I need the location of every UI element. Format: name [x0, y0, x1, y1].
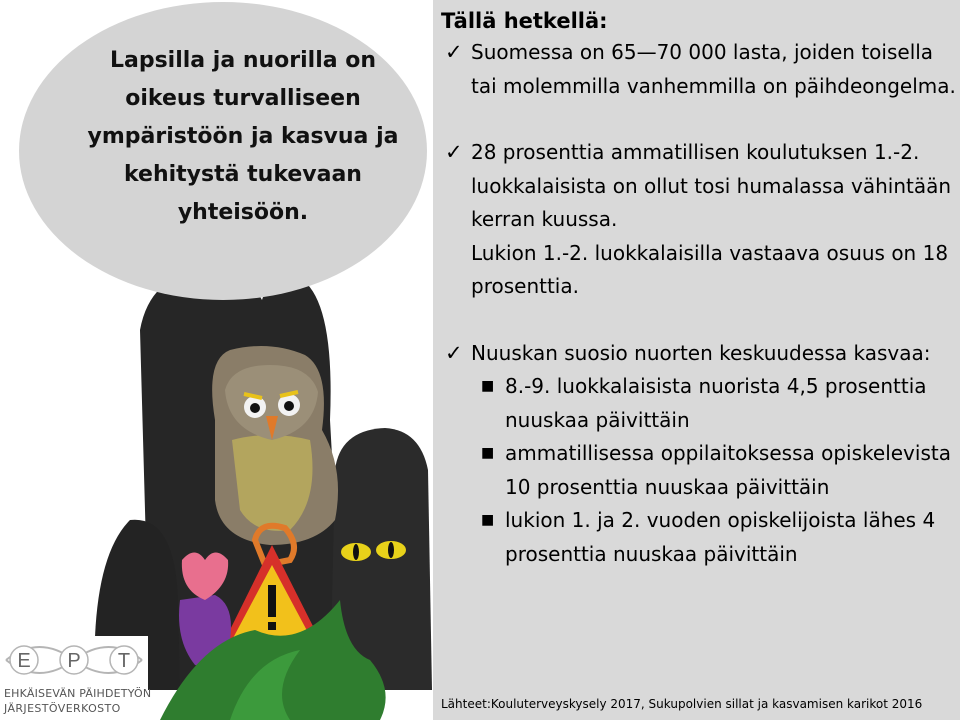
- list-item-text: 28 prosenttia ammatillisen koulutuksen 1.-2. luokkalaisista on ollut tosi humalassa vähintään kerran kuussa.: [471, 140, 952, 231]
- sub-list-item-text: 8.-9. luokkalaisista nuorista 4,5 prosenttia nuuskaa päivittäin: [505, 374, 927, 432]
- ept-logo: [0, 636, 152, 720]
- speech-bubble: [19, 2, 427, 300]
- logo-text-line1: EHKÄISEVÄN PÄIHDETYÖN: [4, 687, 152, 700]
- square-bullet-icon: ■: [481, 378, 495, 394]
- list-item: [441, 337, 956, 371]
- sub-list-item: [441, 370, 956, 437]
- checkmark-icon: ✓: [445, 40, 463, 64]
- panel-heading: Tällä hetkellä:: [441, 9, 608, 33]
- logo-letter-t: T: [117, 650, 131, 672]
- list-item-extra: Lukion 1.-2. luokkalaisilla vastaava osuus on 18 prosenttia.: [471, 240, 949, 298]
- illustration-area: [0, 0, 433, 720]
- list-item-text: Nuuskan suosio nuorten keskuudessa kasvaa:: [471, 340, 931, 365]
- info-panel: [433, 0, 960, 720]
- logo-letter-e: E: [17, 650, 31, 672]
- sources-footnote: Lähteet:Kouluterveyskysely 2017, Sukupolvien sillat ja kasvamisen karikot 2016: [441, 697, 923, 711]
- square-bullet-icon: ■: [481, 512, 495, 528]
- ept-logo-mark: [4, 638, 144, 684]
- logo-text-line2: JÄRJESTÖVERKOSTO: [4, 702, 121, 715]
- speech-bubble-text: Lapsilla ja nuorilla on oikeus turvalliseen ympäristöön ja kasvua ja kehitystä tukevaan yhteisöön.: [87, 48, 399, 225]
- logo-letter-p: P: [67, 650, 81, 672]
- info-content: [441, 6, 956, 571]
- list-item: [441, 136, 956, 304]
- checkmark-icon: ✓: [445, 340, 463, 365]
- sub-list-item-text: ammatillisessa oppilaitoksessa opiskelevista 10 prosenttia nuuskaa päivittäin: [505, 441, 951, 499]
- checkmark-icon: ✓: [445, 140, 463, 164]
- sub-list-item: [441, 504, 956, 571]
- list-item: [441, 36, 956, 103]
- sub-list-item-text: lukion 1. ja 2. vuoden opiskelijoista lähes 4 prosenttia nuuskaa päivittäin: [505, 508, 936, 566]
- list-item-text: Suomessa on 65—70 000 lasta, joiden toisella tai molemmilla vanhemmilla on päihdeongelma.: [471, 40, 956, 98]
- square-bullet-icon: ■: [481, 445, 495, 461]
- sub-list-item: [441, 437, 956, 504]
